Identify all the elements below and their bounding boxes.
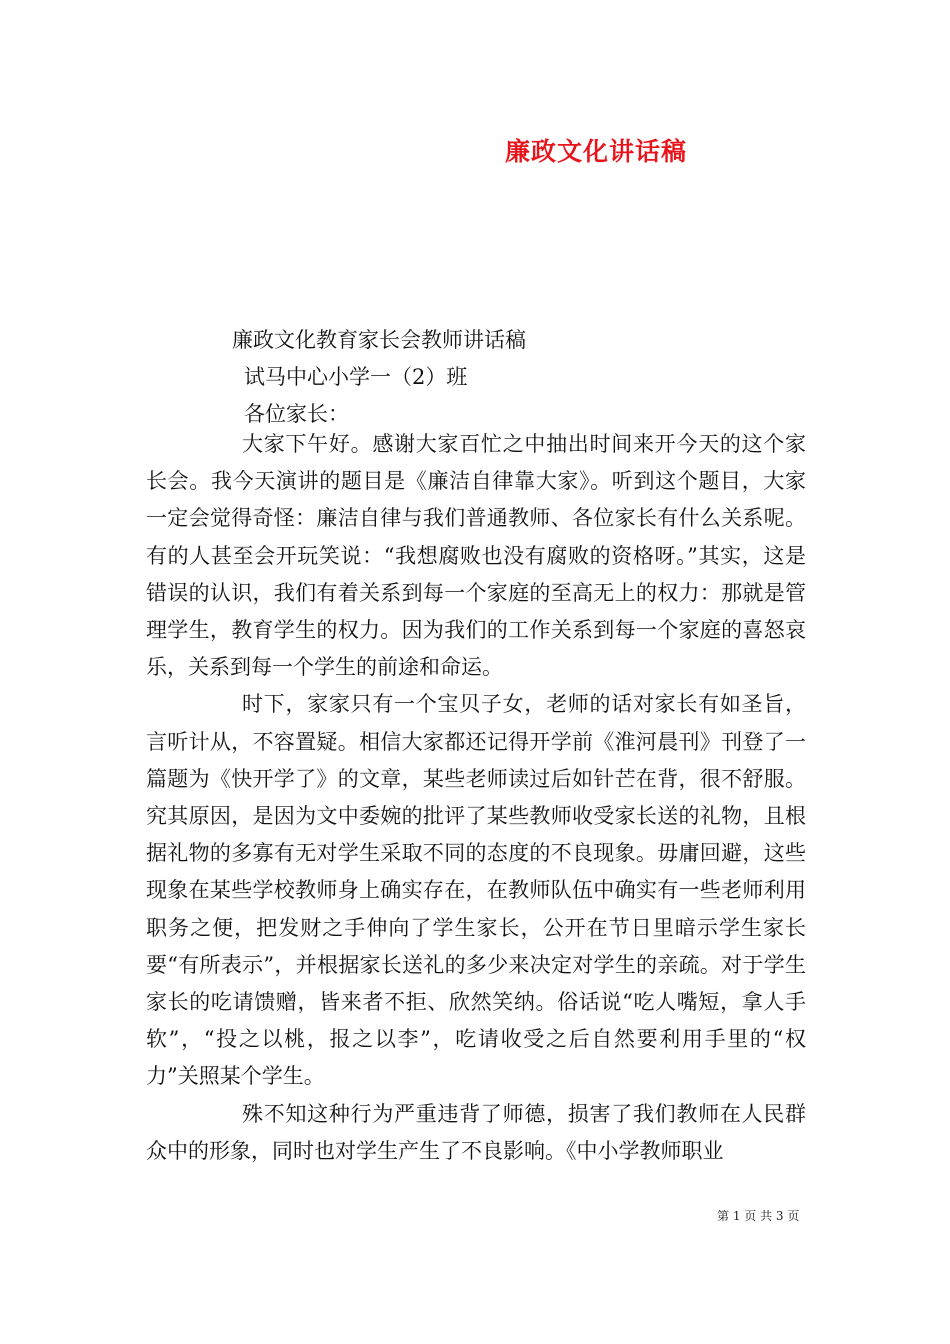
- body-paragraph-2: 时下，家家只有一个宝贝子女，老师的话对家长有如圣旨，言听计从，不容置疑。相信大家都还记得开学前《淮河晨刊》刊登了一篇题为《快开学了》的文章，某些老师读过后如针芒在背，很不舒服。究其原因，是因为文中委婉的批评了某些教师收受家长送的礼物，且根据礼物的多寡有无对学生采取不同的态度的不良现象。毋庸回避，这些现象在某些学校教师身上确实存在，在教师队伍中确实有一些老师利用职务之便，把发财之手伸向了学生家长，公开在节日里暗示学生家长要“有所表示”，并根据家长送礼的多少来决定对学生的亲疏。对于学生家长的吃请馈赠，皆来者不拒、欣然笑纳。俗话说“吃人嘴短，拿人手软”，“投之以桃，报之以李”，吃请收受之后自然要利用手里的“权力”关照某个学生。: [146, 692, 806, 1089]
- body-paragraph-3: 殊不知这种行为严重违背了师德，损害了我们教师在人民群众中的形象，同时也对学生产生了不良影响。《中小学教师职业: [146, 1101, 806, 1163]
- body-paragraph-1: 大家下午好。感谢大家百忙之中抽出时间来开今天的这个家长会。我今天演讲的题目是《廉洁自律靠大家》。听到这个题目，大家一定会觉得奇怪：廉洁自律与我们普通教师、各位家长有什么关系呢。有的人甚至会开玩笑说：“我想腐败也没有腐败的资格呀。”其实，这是错误的认识，我们有着关系到每一个家庭的至高无上的权力：那就是管理学生，教育学生的权力。因为我们的工作关系到每一个家庭的喜怒哀乐，关系到每一个学生的前途和命运。: [146, 432, 806, 680]
- document-body: [146, 426, 806, 1170]
- document-title: 廉政文化讲话稿: [505, 137, 688, 166]
- speech-subtitle: 廉政文化教育家长会教师讲话稿: [232, 328, 526, 352]
- salutation: 各位家长：: [244, 402, 349, 426]
- page-number-footer: 第 1 页 共 3 页: [717, 1209, 800, 1223]
- school-class-line: 试马中心小学一（2）班: [244, 365, 468, 389]
